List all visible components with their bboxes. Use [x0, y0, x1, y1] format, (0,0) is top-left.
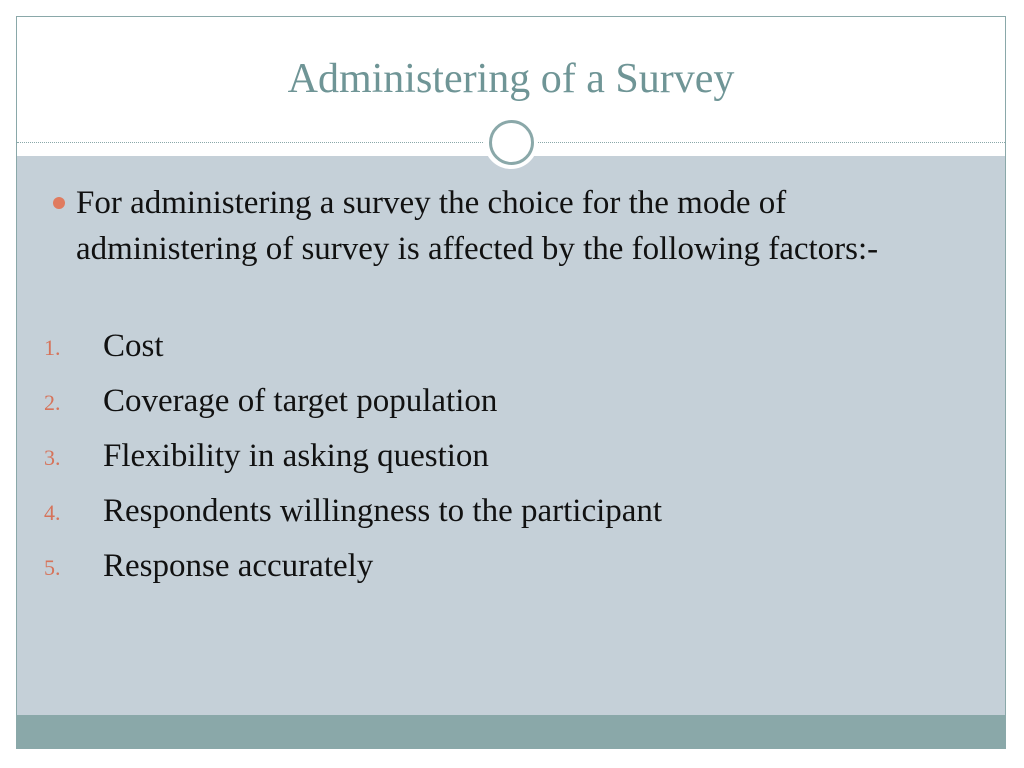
footer-bar [17, 715, 1005, 748]
list-item-number: 2. [44, 390, 61, 415]
list-item [17, 543, 1005, 598]
list-item-text: Cost [103, 328, 164, 364]
list-item-number: 5. [44, 555, 61, 580]
list-item-text: Coverage of target population [103, 383, 498, 419]
list-item [17, 433, 1005, 488]
ring-icon [489, 120, 534, 165]
list-item [17, 488, 1005, 543]
list-item-number: 4. [44, 500, 61, 525]
list-item-text: Response accurately [103, 548, 374, 584]
circle-ornament-icon [484, 115, 538, 169]
slide [16, 16, 1006, 749]
list-item [17, 323, 1005, 378]
list-item [17, 378, 1005, 433]
intro-bullet-text: For administering a survey the choice for the mode of administering of survey is affected by the following factors:- [76, 185, 879, 267]
slide-title: Administering of a Survey [287, 56, 735, 102]
list-item-text: Respondents willingness to the participant [103, 493, 663, 529]
slide-body [17, 156, 1005, 716]
bullet-dot-icon [53, 197, 65, 209]
list-item-number: 3. [44, 445, 61, 470]
list-item-number: 1. [44, 335, 61, 360]
list-item-text: Flexibility in asking question [103, 438, 489, 474]
factors-list [17, 323, 1005, 598]
